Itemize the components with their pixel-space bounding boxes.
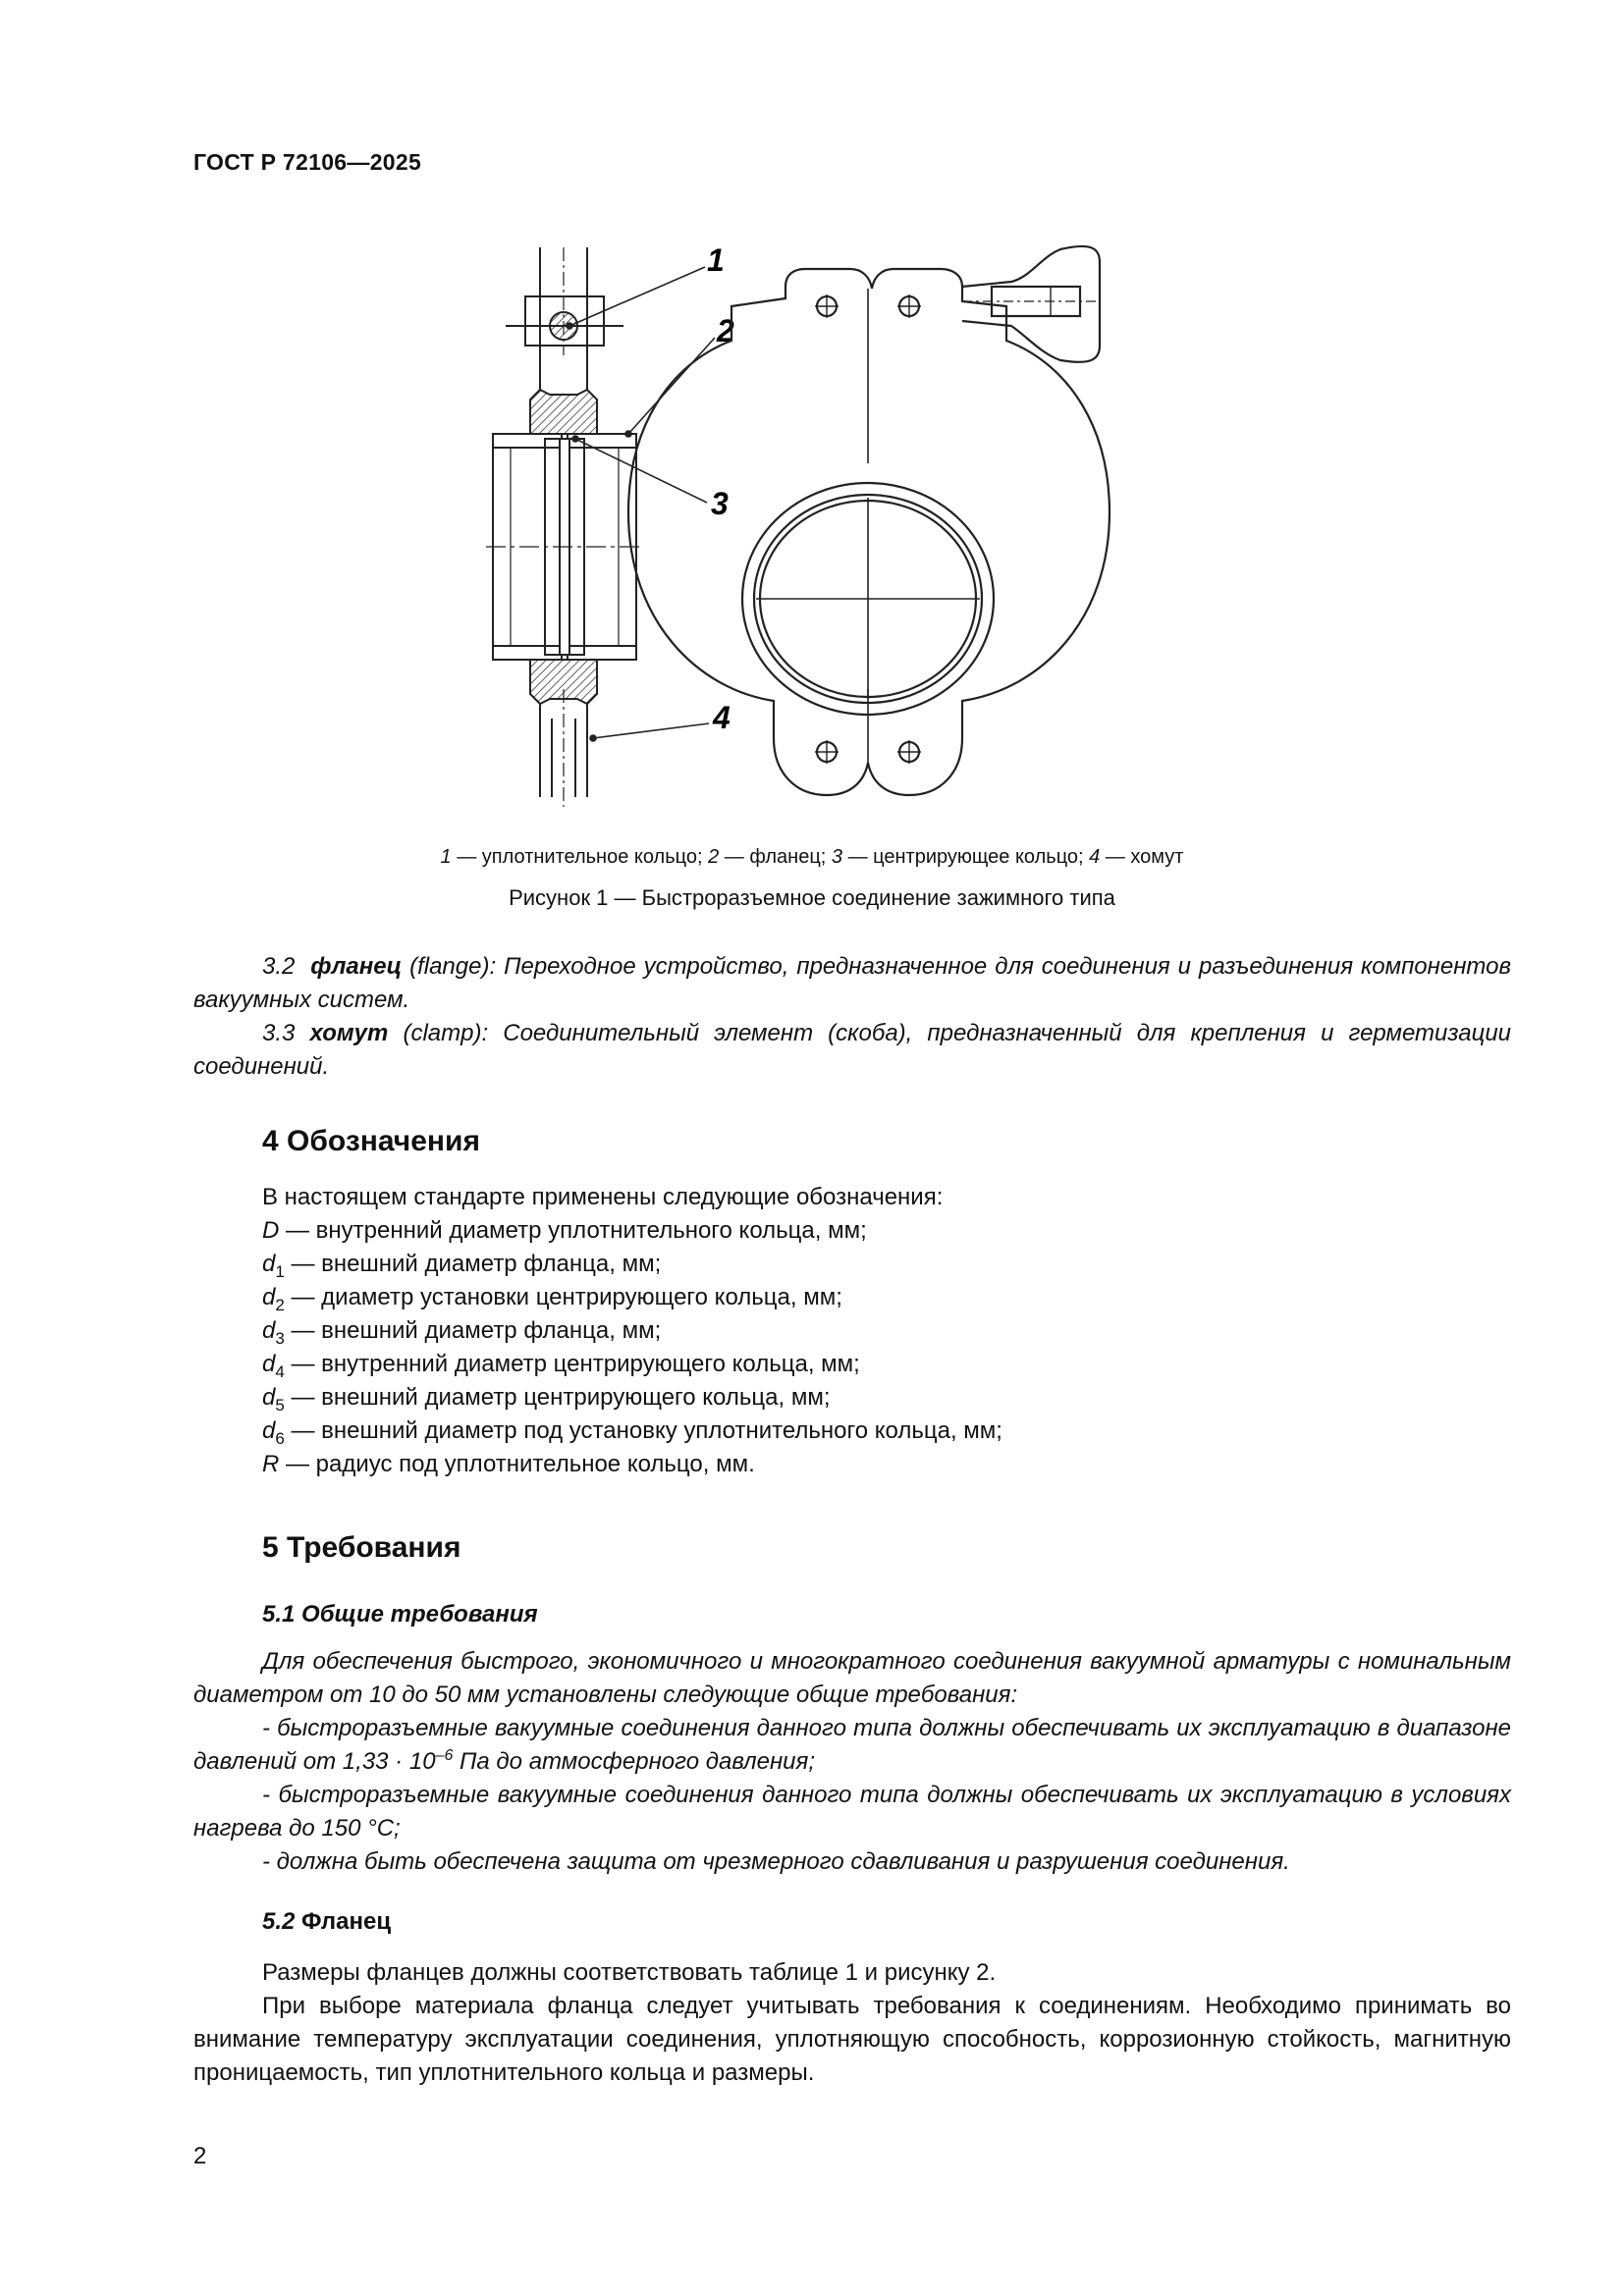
bullet-item: - быстроразъемные вакуумные соединения данного типа должны обеспечивать их эксплуатацию в условиях нагрева до 150 °С; [193, 1782, 1511, 1842]
figure-caption: Рисунок 1 — Быстроразъемное соединение зажимного типа [509, 885, 1115, 910]
section-5-1-body [193, 1645, 1511, 1879]
paragraph: Размеры фланцев должны соответствовать таблице 1 и рисунку 2. [262, 1959, 997, 1986]
symbol-item: $d_3$ — внешний диаметр фланца, мм; [262, 1317, 662, 1348]
figure-label-2: 2 [717, 313, 734, 348]
figure-label-1: 1 [707, 242, 725, 278]
symbol-item: R — радиус под уплотнительное кольцо, мм. [262, 1451, 755, 1477]
front-clamp-view [628, 246, 1110, 795]
paragraph: При выборе материала фланца следует учитывать требования к соединениям. Необходимо принимать во внимание температуру эксплуатации соединения, уплотняющую способность, коррозионную стойкость, магнитную проницаемость, тип уплотнительного кольца и размеры. [193, 1993, 1511, 2086]
symbol-item: $d_2$ — диаметр установки центрирующего кольца, мм; [262, 1284, 842, 1314]
symbol-item: $d_5$ — внешний диаметр центрирующего кольца, мм; [262, 1384, 831, 1415]
symbol-item: $d_4$ — внутренний диаметр центрирующего кольца, мм; [262, 1351, 860, 1381]
section-5-1-title: 5.1 Общие требования [262, 1601, 538, 1628]
symbols-intro: В настоящем стандарте применены следующие обозначения: [262, 1184, 944, 1210]
document-header: ГОСТ Р 72106—2025 [193, 149, 422, 175]
section-5-2-body [193, 1956, 1511, 2090]
bullet-item: - должна быть обеспечена защита от чрезмерного сдавливания и разрушения соединения. [262, 1848, 1290, 1875]
figure-label-3: 3 [711, 486, 729, 521]
page-number: 2 [193, 2143, 207, 2169]
side-section-view [486, 247, 643, 807]
term-3-2: 3.2 фланец (flange): Переходное устройство, предназначенное для соединения и разъединения компонентов вакуумных систем. 3.3 хомут (clamp): Соединительный элемент (скоба), предназначенный для крепления и герметизации соединений. [193, 953, 1512, 1080]
bullet-item: - быстроразъемные вакуумные соединения данного типа должны обеспечивать их эксплуатацию в диапазоне давлений от $1,33 \cdot 10^{-6}$ Па до атмосферного давления; [193, 1715, 1511, 1775]
figure-label-4: 4 [713, 700, 731, 735]
figure-clamp-connection [461, 228, 1257, 817]
symbol-item: $d_1$ — внешний диаметр фланца, мм; [262, 1251, 662, 1281]
symbol-item: $d_6$ — внешний диаметр под установку уплотнительного кольца, мм; [262, 1417, 1002, 1448]
section-5-2-title: 5.2 Фланец [262, 1908, 392, 1935]
figure-legend: 1 — уплотнительное кольцо; 2 — фланец; 3 — центрирующее кольцо; 4 — хомут [440, 846, 1184, 868]
section-5-title: 5 Требования [262, 1531, 461, 1564]
symbol-item: D — внутренний диаметр уплотнительного кольца, мм; [262, 1217, 867, 1244]
section-4-title: 4 Обозначения [262, 1125, 480, 1157]
symbols-list [262, 1181, 1002, 1481]
paragraph: Для обеспечения быстрого, экономичного и многократного соединения вакуумной арматуры с номинальным диаметром от 10 до 50 мм установлены следующие общие требования: [193, 1648, 1511, 1708]
